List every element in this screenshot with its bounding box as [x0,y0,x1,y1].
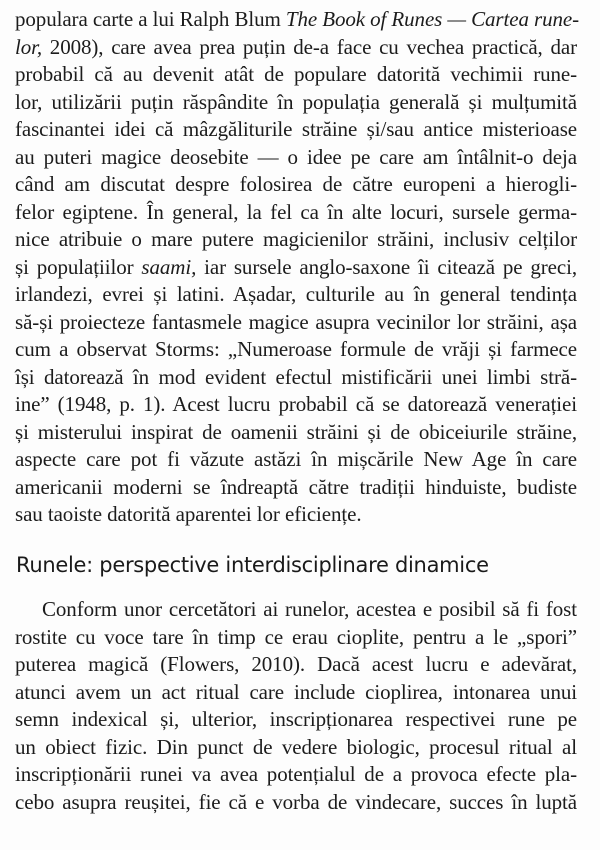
line-text: și misterului inspirat de oamenii străini și de obiceiurile străine, [15,419,577,444]
italic-title: lor, [15,34,43,59]
italic-title: The Book of Runes — Cartea rune- [285,7,579,31]
line-text: americanii moderni se îndreaptă către tradiții hinduiste, budiste [15,474,577,499]
line-text: aspecte care pot fi văzute astăzi în mișcările New Age în care [15,447,577,471]
line-text: își datorează în mod evident efectul mistificării unei limbi stră- [15,364,577,389]
text-line [15,734,577,761]
text-line [15,391,577,418]
line-text: irlandezi, evrei și latini. Așadar, culturile au în general tendința [15,282,577,306]
text-line [15,116,577,143]
line-text: lor, utilizării puțin răspândite în populația generală și mulțumită [15,89,577,114]
text-line [42,596,577,623]
text-line [15,761,577,788]
text-line [15,624,577,651]
line-text: și populațiilor [15,254,142,279]
text-line [15,789,577,816]
line-text: sau taoiste datorită aparentei lor eficiențe. [15,502,362,526]
line-text: iar sursele anglo-saxone îi citează pe greci, [196,254,577,279]
section-heading: Runele: perspective interdisciplinare dinamice [16,553,489,577]
text-line [15,34,577,61]
line-text: când am discutat despre folosirea de către europeni a hierogli- [15,172,577,196]
text-line [15,706,577,733]
text-line [15,364,577,391]
text-line [15,61,577,88]
text-line [15,281,577,308]
line-text: 2008), care avea prea puțin de-a face cu vechea practică, dar [42,34,577,59]
line-text: puterea magică (Flowers, 2010). Dacă acest lucru e adevărat, [15,652,577,676]
text-line [15,6,577,33]
line-text: inscripționării runei va avea potențialul de a provoca efecte pla- [15,762,577,786]
line-text: Conform unor cercetători ai runelor, acestea e posibil să fi fost [42,597,577,621]
text-line [15,419,577,446]
text-line [15,651,577,678]
text-line [15,446,577,473]
line-text: cum a observat Storms: „Numeroase formule de vrăji și farmece [15,337,577,361]
line-text: nice atribuie o mare putere magicienilor străini, inclusiv celților [15,227,577,251]
line-text: ine” (1948, p. 1). Acest lucru probabil că se datorează venerației [15,392,577,416]
text-line [15,89,577,116]
line-text: au puteri magice deosebite — o idee pe care am întâlnit-o deja [15,144,577,169]
line-text: fascinantei idei că mâzgăliturile străine și/sau antice misterioase [15,117,577,141]
italic-term: saami, [141,254,197,279]
line-text: felor egiptene. În general, la fel ca în alte locuri, sursele germa- [15,199,577,224]
line-text: probabil că au devenit atât de populare datorită vechimii rune- [15,62,577,86]
text-line [15,171,577,198]
text-line [15,336,577,363]
text-line [15,474,577,501]
text-line [15,226,577,253]
text-line [15,309,577,336]
line-text: populara carte a lui Ralph Blum [15,7,286,31]
line-text: rostite cu voce tare în timp ce erau cioplite, pentru a le „spori” [15,624,577,649]
line-text: cebo asupra reușitei, fie că e vorba de vindecare, succes în luptă [15,789,577,814]
line-text: un obiect fizic. Din punct de vedere biologic, procesul ritual al [15,734,577,759]
text-line [15,144,577,171]
text-line [15,199,577,226]
line-text: semn indexical și, ulterior, inscripționarea respectivei rune pe [15,707,577,731]
line-text: să-și proiecteze fantasmele magice asupra vecinilor lor străini, așa [15,309,577,334]
text-line [15,254,577,281]
text-line [15,501,577,528]
line-text: atunci avem un act ritual care include cioplirea, intonarea unui [15,679,577,704]
text-line [15,679,577,706]
